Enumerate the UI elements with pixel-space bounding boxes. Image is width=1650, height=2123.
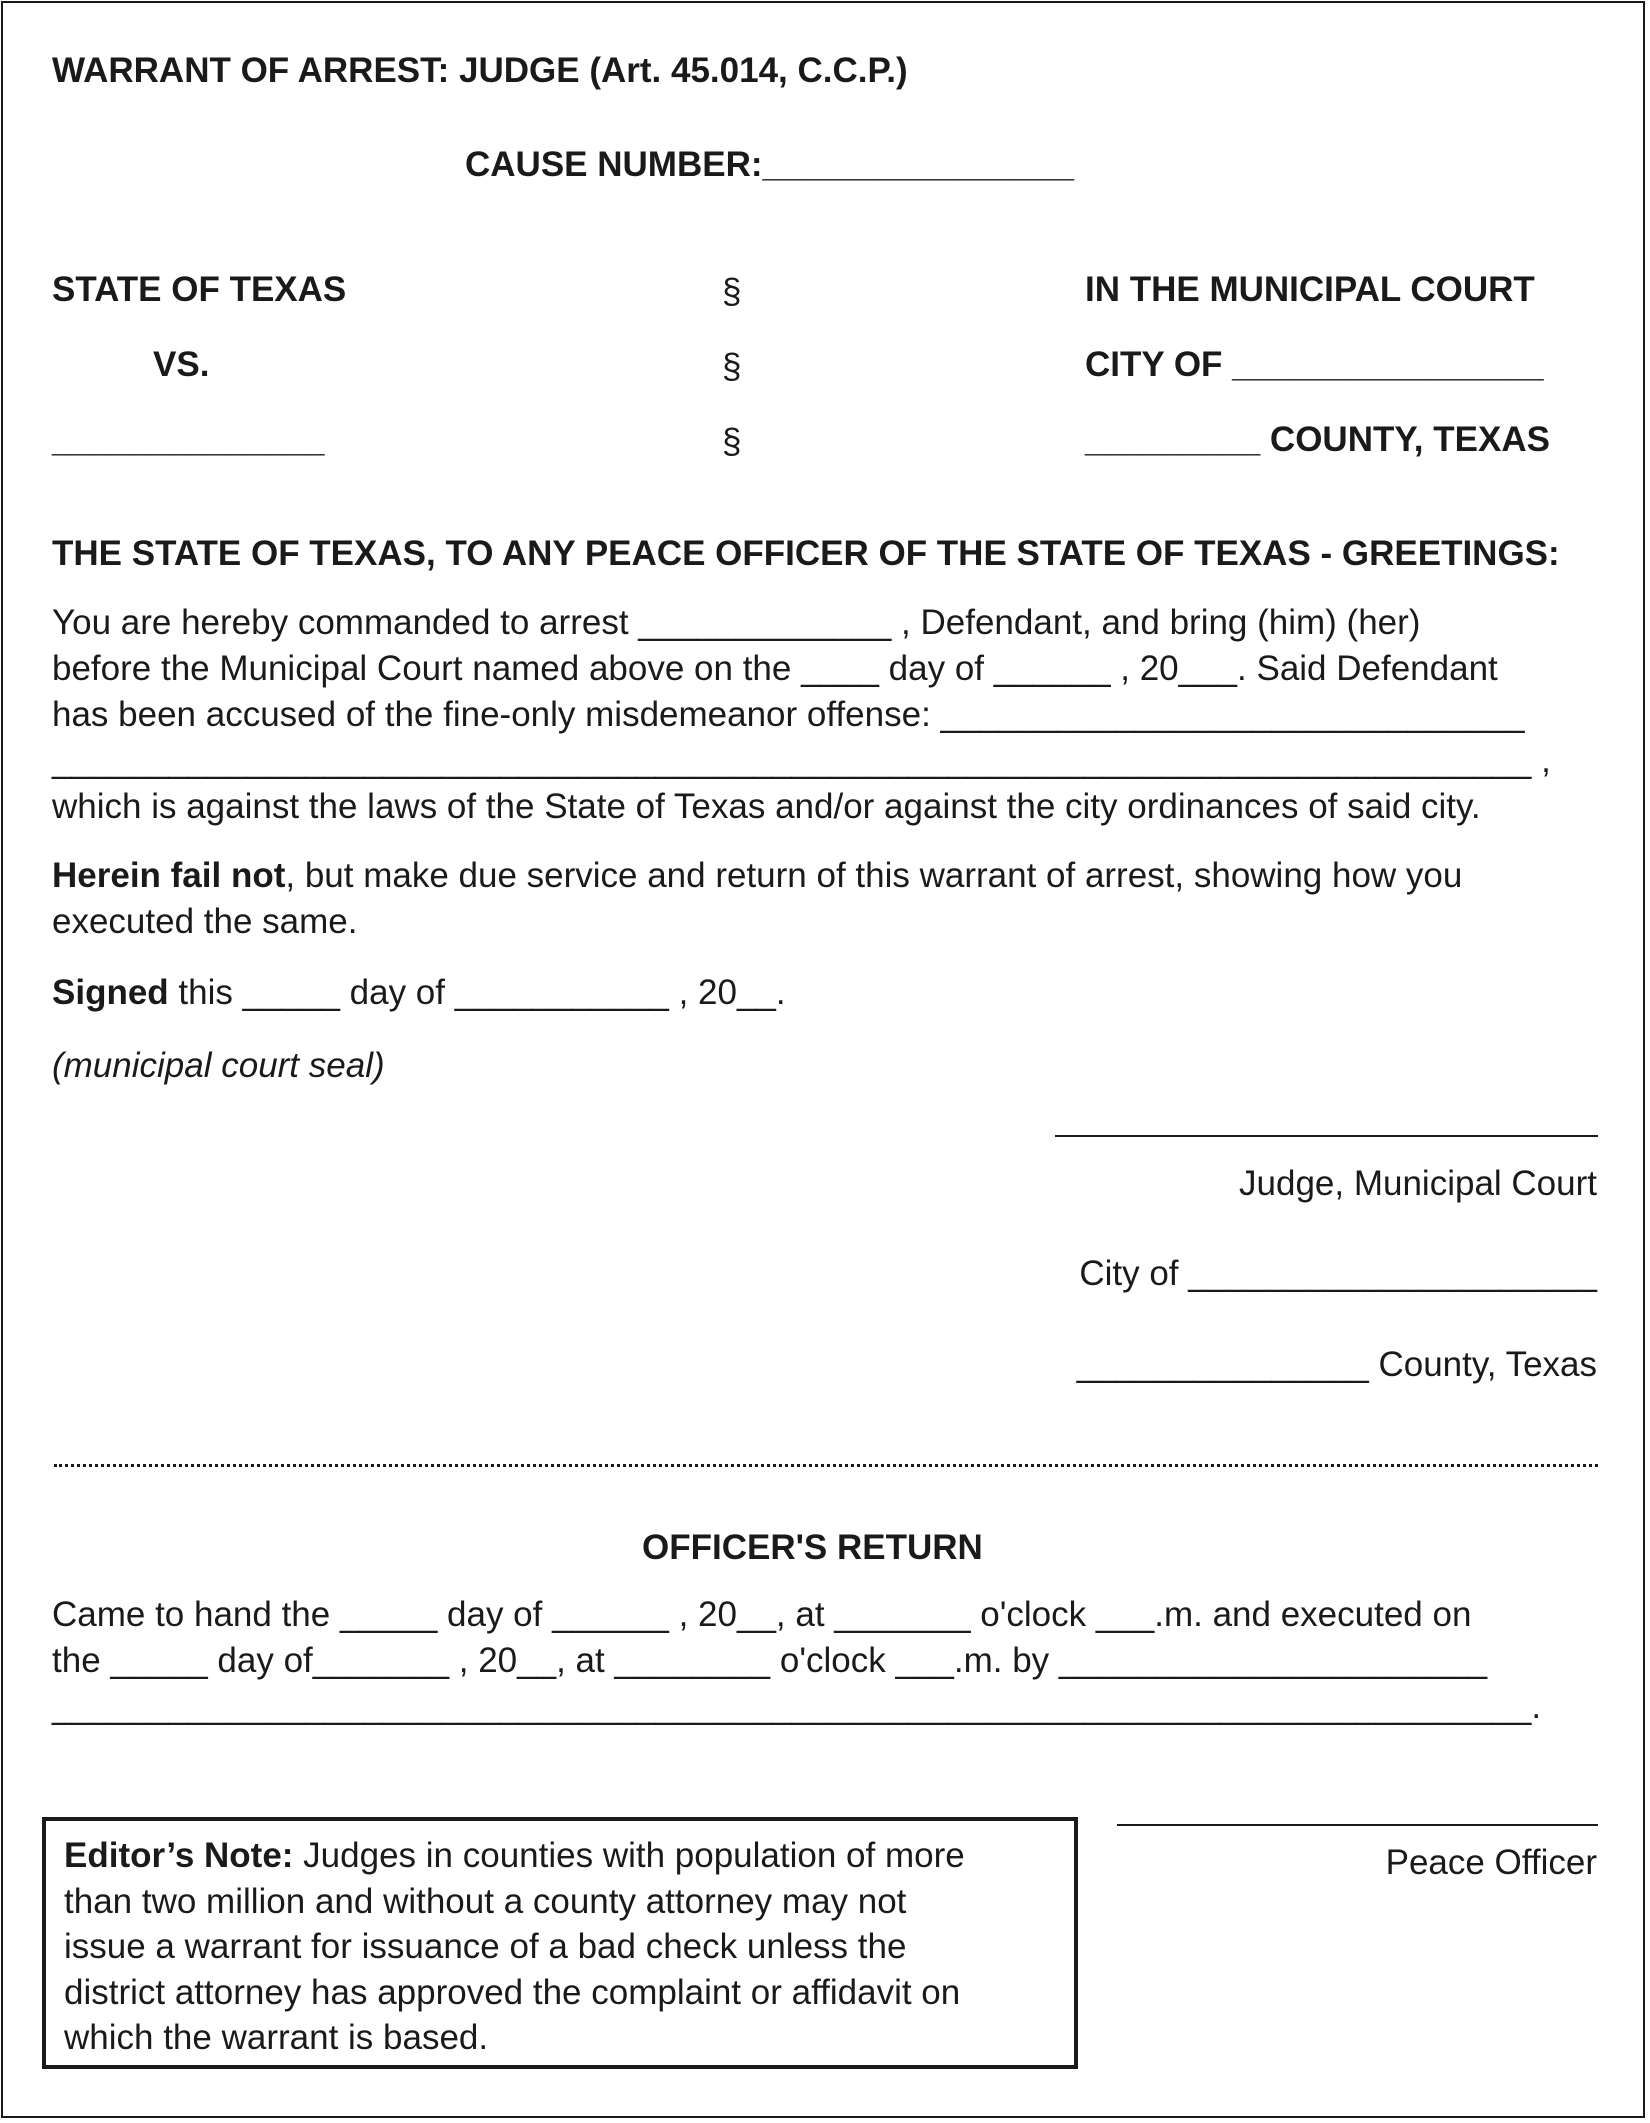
editors-note-text: than two million and without a county attorney may not — [64, 1881, 907, 1921]
peace-officer-label: Peace Officer — [1385, 1843, 1597, 1882]
command-line[interactable]: before the Municipal Court named above on the ____ day of ______ , 20___. Said Defendant — [52, 649, 1498, 688]
caption-vs: VS. — [153, 345, 210, 384]
command-paragraph — [52, 600, 1612, 830]
herein-text: , but make due service and return of this warrant of arrest, showing how you — [285, 856, 1463, 895]
editors-note-text: issue a warrant for issuance of a bad check unless the — [64, 1927, 907, 1966]
command-line[interactable]: You are hereby commanded to arrest _____________ , Defendant, and bring (him) (her) — [52, 603, 1421, 642]
caption-state-of-texas: STATE OF TEXAS — [52, 270, 347, 309]
return-line[interactable]: ____________________________________________________________________________. — [52, 1687, 1542, 1726]
return-line[interactable]: the _____ day of_______ , 20__, at ________ o'clock ___.m. by ______________________ — [52, 1641, 1488, 1680]
judge-signature-line[interactable] — [1055, 1135, 1598, 1137]
editors-note-box — [42, 1817, 1078, 2069]
section-symbol: § — [722, 422, 742, 461]
command-line: which is against the laws of the State of Texas and/or against the city ordinances of said city. — [52, 787, 1481, 826]
command-line[interactable]: has been accused of the fine-only misdemeanor offense: ______________________________ — [52, 695, 1525, 734]
caption-county-field[interactable]: _________ COUNTY, TEXAS — [1085, 420, 1550, 459]
command-line[interactable]: ____________________________________________________________________________ , — [52, 741, 1551, 780]
greeting-heading: THE STATE OF TEXAS, TO ANY PEACE OFFICER OF THE STATE OF TEXAS - GREETINGS: — [52, 534, 1560, 573]
signed-line[interactable] — [52, 970, 1612, 1016]
signed-text[interactable]: this _____ day of ___________ , 20__. — [168, 973, 786, 1012]
section-symbol: § — [722, 272, 742, 311]
judge-city-field[interactable]: City of _____________________ — [1079, 1254, 1597, 1293]
caption-municipal-court: IN THE MUNICIPAL COURT — [1085, 270, 1535, 309]
seal-note: (municipal court seal) — [52, 1046, 385, 1085]
caption-city-field[interactable]: CITY OF ________________ — [1085, 345, 1544, 384]
signed-bold: Signed — [52, 973, 169, 1012]
return-line[interactable]: Came to hand the _____ day of ______ , 20__, at _______ o'clock ___.m. and executed on — [52, 1595, 1472, 1634]
cause-number-field[interactable]: CAUSE NUMBER:________________ — [465, 145, 1074, 184]
editors-note-text: district attorney has approved the complaint or affidavit on — [64, 1972, 961, 2012]
judge-title: Judge, Municipal Court — [1239, 1164, 1597, 1203]
dotted-divider — [54, 1464, 1598, 1467]
officers-return-paragraph — [52, 1592, 1612, 1730]
herein-paragraph — [52, 853, 1612, 945]
officers-return-heading: OFFICER'S RETURN — [642, 1528, 983, 1567]
editors-note-label: Editor’s Note: — [64, 1836, 294, 1875]
herein-bold: Herein fail not — [52, 856, 286, 895]
section-symbol: § — [722, 347, 742, 386]
editors-note-text: Judges in counties with population of more — [293, 1836, 965, 1875]
herein-text: executed the same. — [52, 902, 358, 941]
judge-county-field[interactable]: _______________ County, Texas — [1076, 1345, 1597, 1384]
form-title: WARRANT OF ARREST: JUDGE (Art. 45.014, C.C.P.) — [52, 51, 908, 90]
caption-defendant-blank[interactable]: ______________ — [52, 420, 325, 459]
peace-officer-signature-line[interactable] — [1117, 1824, 1598, 1826]
editors-note-text: which the warrant is based. — [64, 2018, 489, 2057]
